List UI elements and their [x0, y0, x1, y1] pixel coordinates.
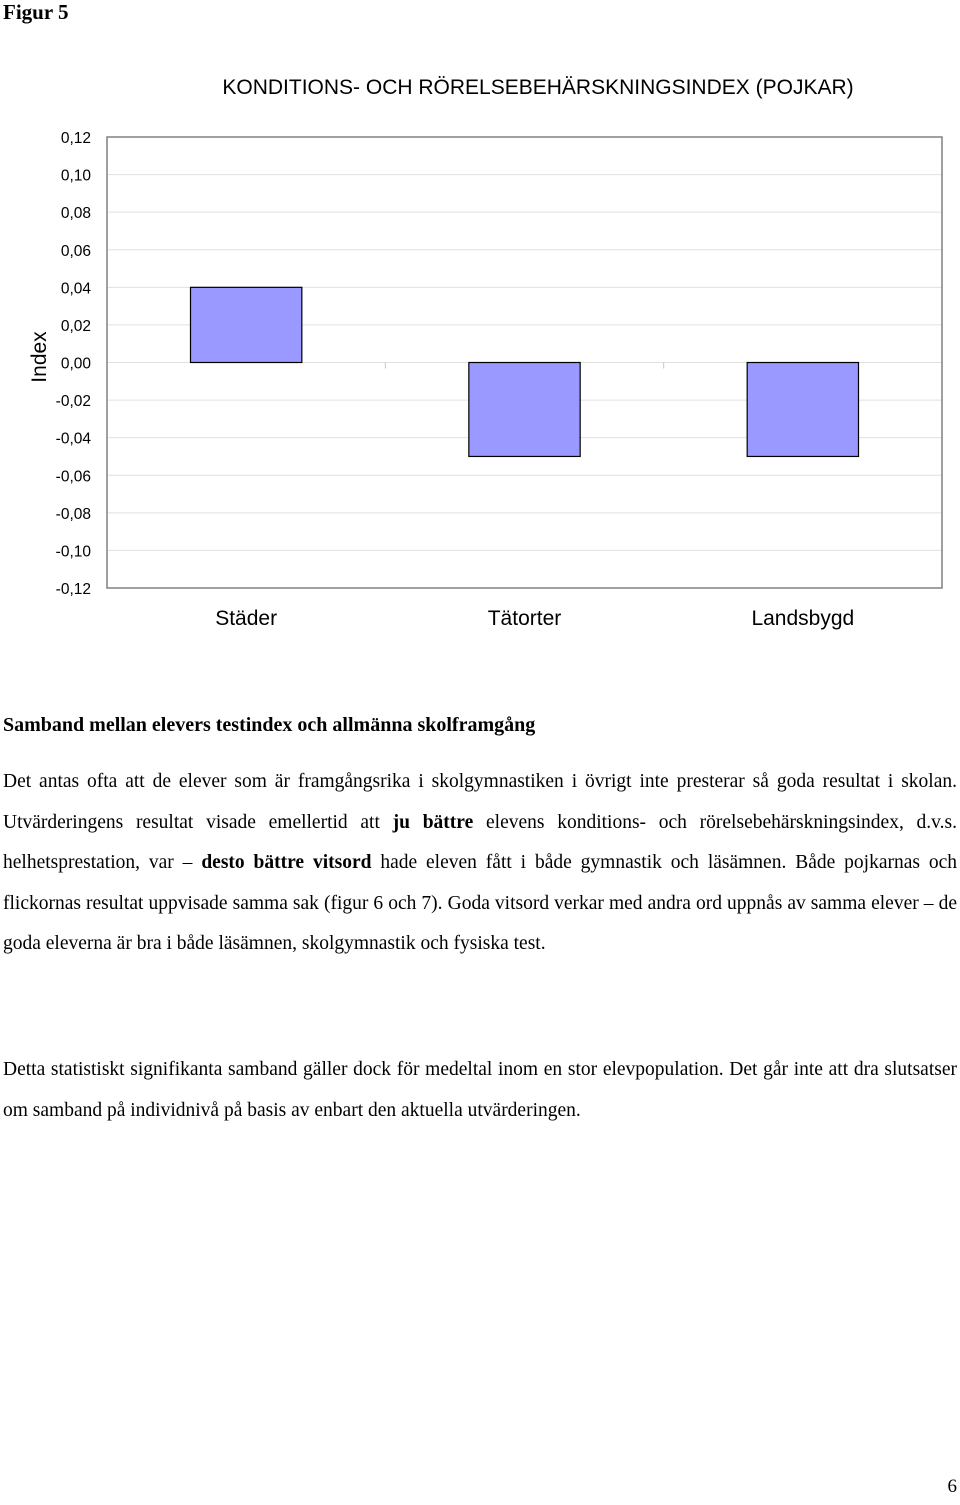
- chart-title: KONDITIONS- OCH RÖRELSEBEHÄRSKNINGSINDEX (POJKAR): [222, 76, 854, 99]
- paragraph-1-bold-1: ju bättre: [392, 811, 474, 833]
- bars: [191, 287, 859, 456]
- x-tick-label: Städer: [215, 607, 278, 630]
- y-tick-label: 0,08: [60, 205, 91, 223]
- paragraph-1-bold-2: desto bättre vitsord: [201, 852, 372, 873]
- y-tick-label: 0,12: [60, 130, 91, 147]
- y-tick-label: -0,04: [55, 430, 91, 448]
- page-number: 6: [947, 1476, 957, 1497]
- y-tick-label: -0,10: [55, 543, 91, 561]
- bar-chart: [0, 60, 960, 650]
- y-tick-label: -0,06: [55, 468, 91, 486]
- paragraph-2: Detta statistiskt signifikanta samband gäller dock för medeltal inom en stor elevpopulation. Det går inte att dra slutsatser om samband på individnivå på basis av enbart den aktuella utvärderingen.: [3, 1059, 957, 1121]
- y-tick-label: -0,08: [55, 505, 91, 523]
- y-tick-label: 0,10: [60, 167, 91, 185]
- y-tick-label: -0,02: [55, 393, 91, 411]
- y-tick-label: 0,02: [60, 317, 91, 335]
- chart-svg: [0, 60, 960, 650]
- y-tick-labels: [56, 130, 92, 598]
- y-tick-label: -0,12: [55, 581, 91, 598]
- y-tick-label: 0,00: [60, 355, 91, 373]
- bar-städer: [191, 287, 302, 362]
- x-tick-labels: [215, 607, 854, 630]
- x-tick-label: Tätorter: [487, 607, 562, 630]
- y-axis-label: Index: [28, 331, 51, 383]
- y-tick-label: 0,04: [60, 280, 91, 298]
- y-tick-label: 0,06: [60, 242, 91, 260]
- bar-landsbygd: [747, 363, 858, 457]
- figure-label: Figur 5: [3, 0, 69, 24]
- paragraph-1-text-1: Det antas ofta att de elever som är framgångsrika i skolgymnastiken i övrigt inte presterar så goda resultat i skolan. Utvärderingens resultat visade emellertid att: [3, 771, 957, 833]
- section-heading: Samband mellan elevers testindex och allmänna skolframgång: [3, 714, 536, 736]
- x-tick-label: Landsbygd: [751, 607, 855, 630]
- paragraph-1: [3, 762, 957, 965]
- paragraph-1-text-3: hade eleven fått i både gymnastik och läsämnen. Både pojkarnas och flickornas resultat uppvisade samma sak (figur 6 och 7). Goda vitsord verkar med andra ord uppnås av samma elever – de goda eleverna är bra i både läsämnen, skolgymnastik och fysiska test.: [3, 852, 958, 954]
- paragraph-1-text-2: elevens konditions- och rörelsebehärskningsindex, d.v.s. helhetsprestation, var –: [3, 811, 957, 873]
- bar-tätorter: [469, 363, 580, 457]
